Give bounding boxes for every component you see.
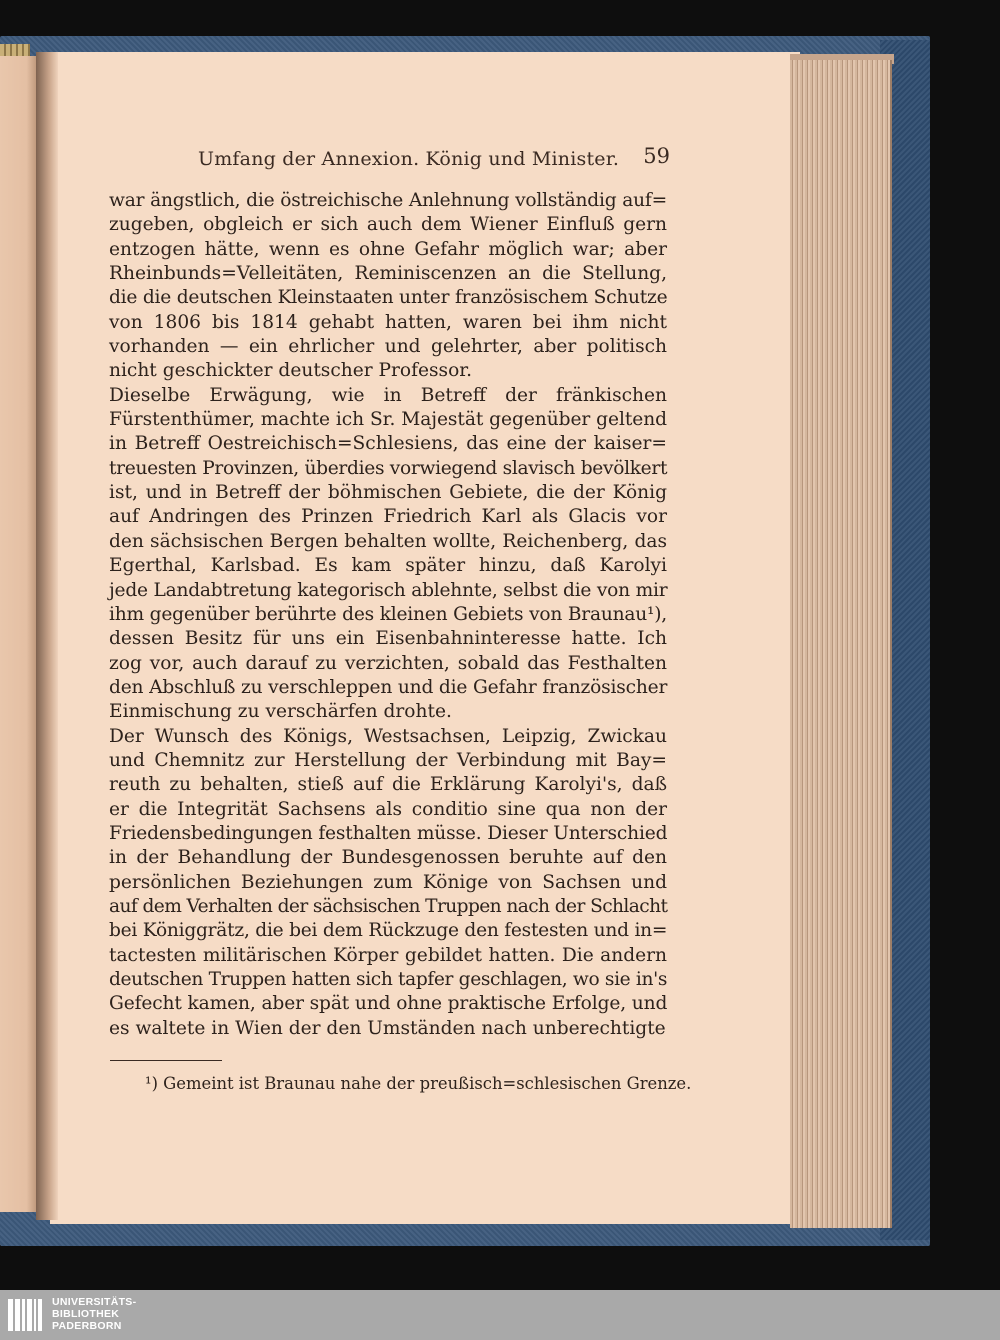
text-line: war ängstlich, die östreichische Anlehnung vollständig auf= — [109, 190, 667, 211]
text-line: Der Wunsch des Königs, Westsachsen, Leipzig, Zwickau — [109, 725, 667, 747]
text-line: persönlichen Beziehungen zum Könige von Sachsen und — [109, 871, 667, 893]
page-number: 59 — [643, 144, 670, 168]
library-logo-icon — [6, 1296, 44, 1334]
text-line: den Abschluß zu verschleppen und die Gefahr französischer — [109, 676, 668, 698]
text-line: die die deutschen Kleinstaaten unter französischem Schutze — [109, 287, 668, 309]
text-line: tactesten militärischen Körper gebildet hatten. Die andern — [109, 944, 667, 966]
logo-line: UNIVERSITÄTS- — [52, 1296, 137, 1308]
text-line: von 1806 bis 1814 gehabt hatten, waren bei ihm nicht — [109, 311, 667, 333]
text-line: deutschen Truppen hatten sich tapfer geschlagen, wo sie in's — [109, 969, 667, 990]
running-head: Umfang der Annexion. König und Minister. — [198, 148, 620, 170]
text-line: den sächsischen Bergen behalten wollte, Reichenberg, das — [109, 530, 667, 552]
footnote-rule — [110, 1060, 222, 1061]
text-line: auf dem Verhalten der sächsischen Truppen nach der Schlacht — [109, 895, 668, 917]
logo-line: BIBLIOTHEK — [52, 1308, 120, 1320]
text-line: ihm gegenüber berührte des kleinen Gebiets von Braunau¹), — [109, 603, 667, 625]
body-text — [109, 189, 667, 1041]
facing-page — [0, 56, 38, 1212]
text-line: Einmischung zu verschärfen drohte. — [109, 701, 452, 723]
text-line: Rheinbunds=Velleitäten, Reminiscenzen an die Stellung, — [109, 263, 667, 285]
text-line: vorhanden — ein ehrlicher und gelehrter, aber politisch — [109, 336, 667, 358]
text-line: reuth zu behalten, stieß auf die Erklärung Karolyi's, daß — [109, 774, 667, 796]
text-line: dessen Besitz für uns ein Eisenbahninteresse hatte. Ich — [109, 628, 667, 650]
library-footer-bar — [0, 1290, 1000, 1340]
text-line: Gefecht kamen, aber spät und ohne praktische Erfolge, und — [109, 993, 668, 1015]
text-line: treuesten Provinzen, überdies vorwiegend slavisch bevölkert — [109, 457, 668, 479]
text-line: bei Königgrätz, die bei dem Rückzuge den festesten und in= — [109, 920, 668, 942]
page-gutter — [36, 52, 58, 1220]
text-line: zog vor, auch darauf zu verzichten, sobald das Festhalten — [109, 652, 667, 674]
text-line: ist, und in Betreff der böhmischen Gebiete, die der König — [109, 482, 667, 504]
footnote: ¹) Gemeint ist Braunau nahe der preußisch=schlesischen Grenze. — [145, 1074, 692, 1093]
text-line: Dieselbe Erwägung, wie in Betreff der fränkischen — [109, 384, 667, 406]
text-line: Fürstenthümer, machte ich Sr. Majestät gegenüber geltend — [109, 409, 667, 431]
logo-line: PADERBORN — [52, 1320, 122, 1332]
text-line: und Chemnitz zur Herstellung der Verbindung mit Bay= — [109, 749, 667, 771]
text-line: nicht geschickter deutscher Professor. — [109, 360, 473, 382]
text-line: jede Landabtretung kategorisch ablehnte, selbst die von mir — [109, 579, 668, 601]
library-logo-text — [52, 1296, 136, 1332]
page-edges — [790, 60, 892, 1228]
text-line: entzogen hätte, wenn es ohne Gefahr möglich war; aber — [109, 238, 667, 260]
text-line: es waltete in Wien der den Umständen nach unberechtigte — [109, 1017, 666, 1039]
text-line: Egerthal, Karlsbad. Es kam später hinzu, daß Karolyi — [109, 555, 667, 577]
text-line: in der Behandlung der Bundesgenossen beruhte auf den — [109, 847, 667, 869]
text-line: in Betreff Oestreichisch=Schlesiens, das eine der kaiser= — [109, 433, 667, 455]
text-line: zugeben, obgleich er sich auch dem Wiener Einfluß gern — [109, 214, 667, 236]
text-line: Friedensbedingungen festhalten müsse. Dieser Unterschied — [109, 822, 668, 844]
text-line: er die Integrität Sachsens als conditio sine qua non der — [109, 798, 667, 820]
text-line: auf Andringen des Prinzen Friedrich Karl als Glacis vor — [109, 506, 667, 528]
